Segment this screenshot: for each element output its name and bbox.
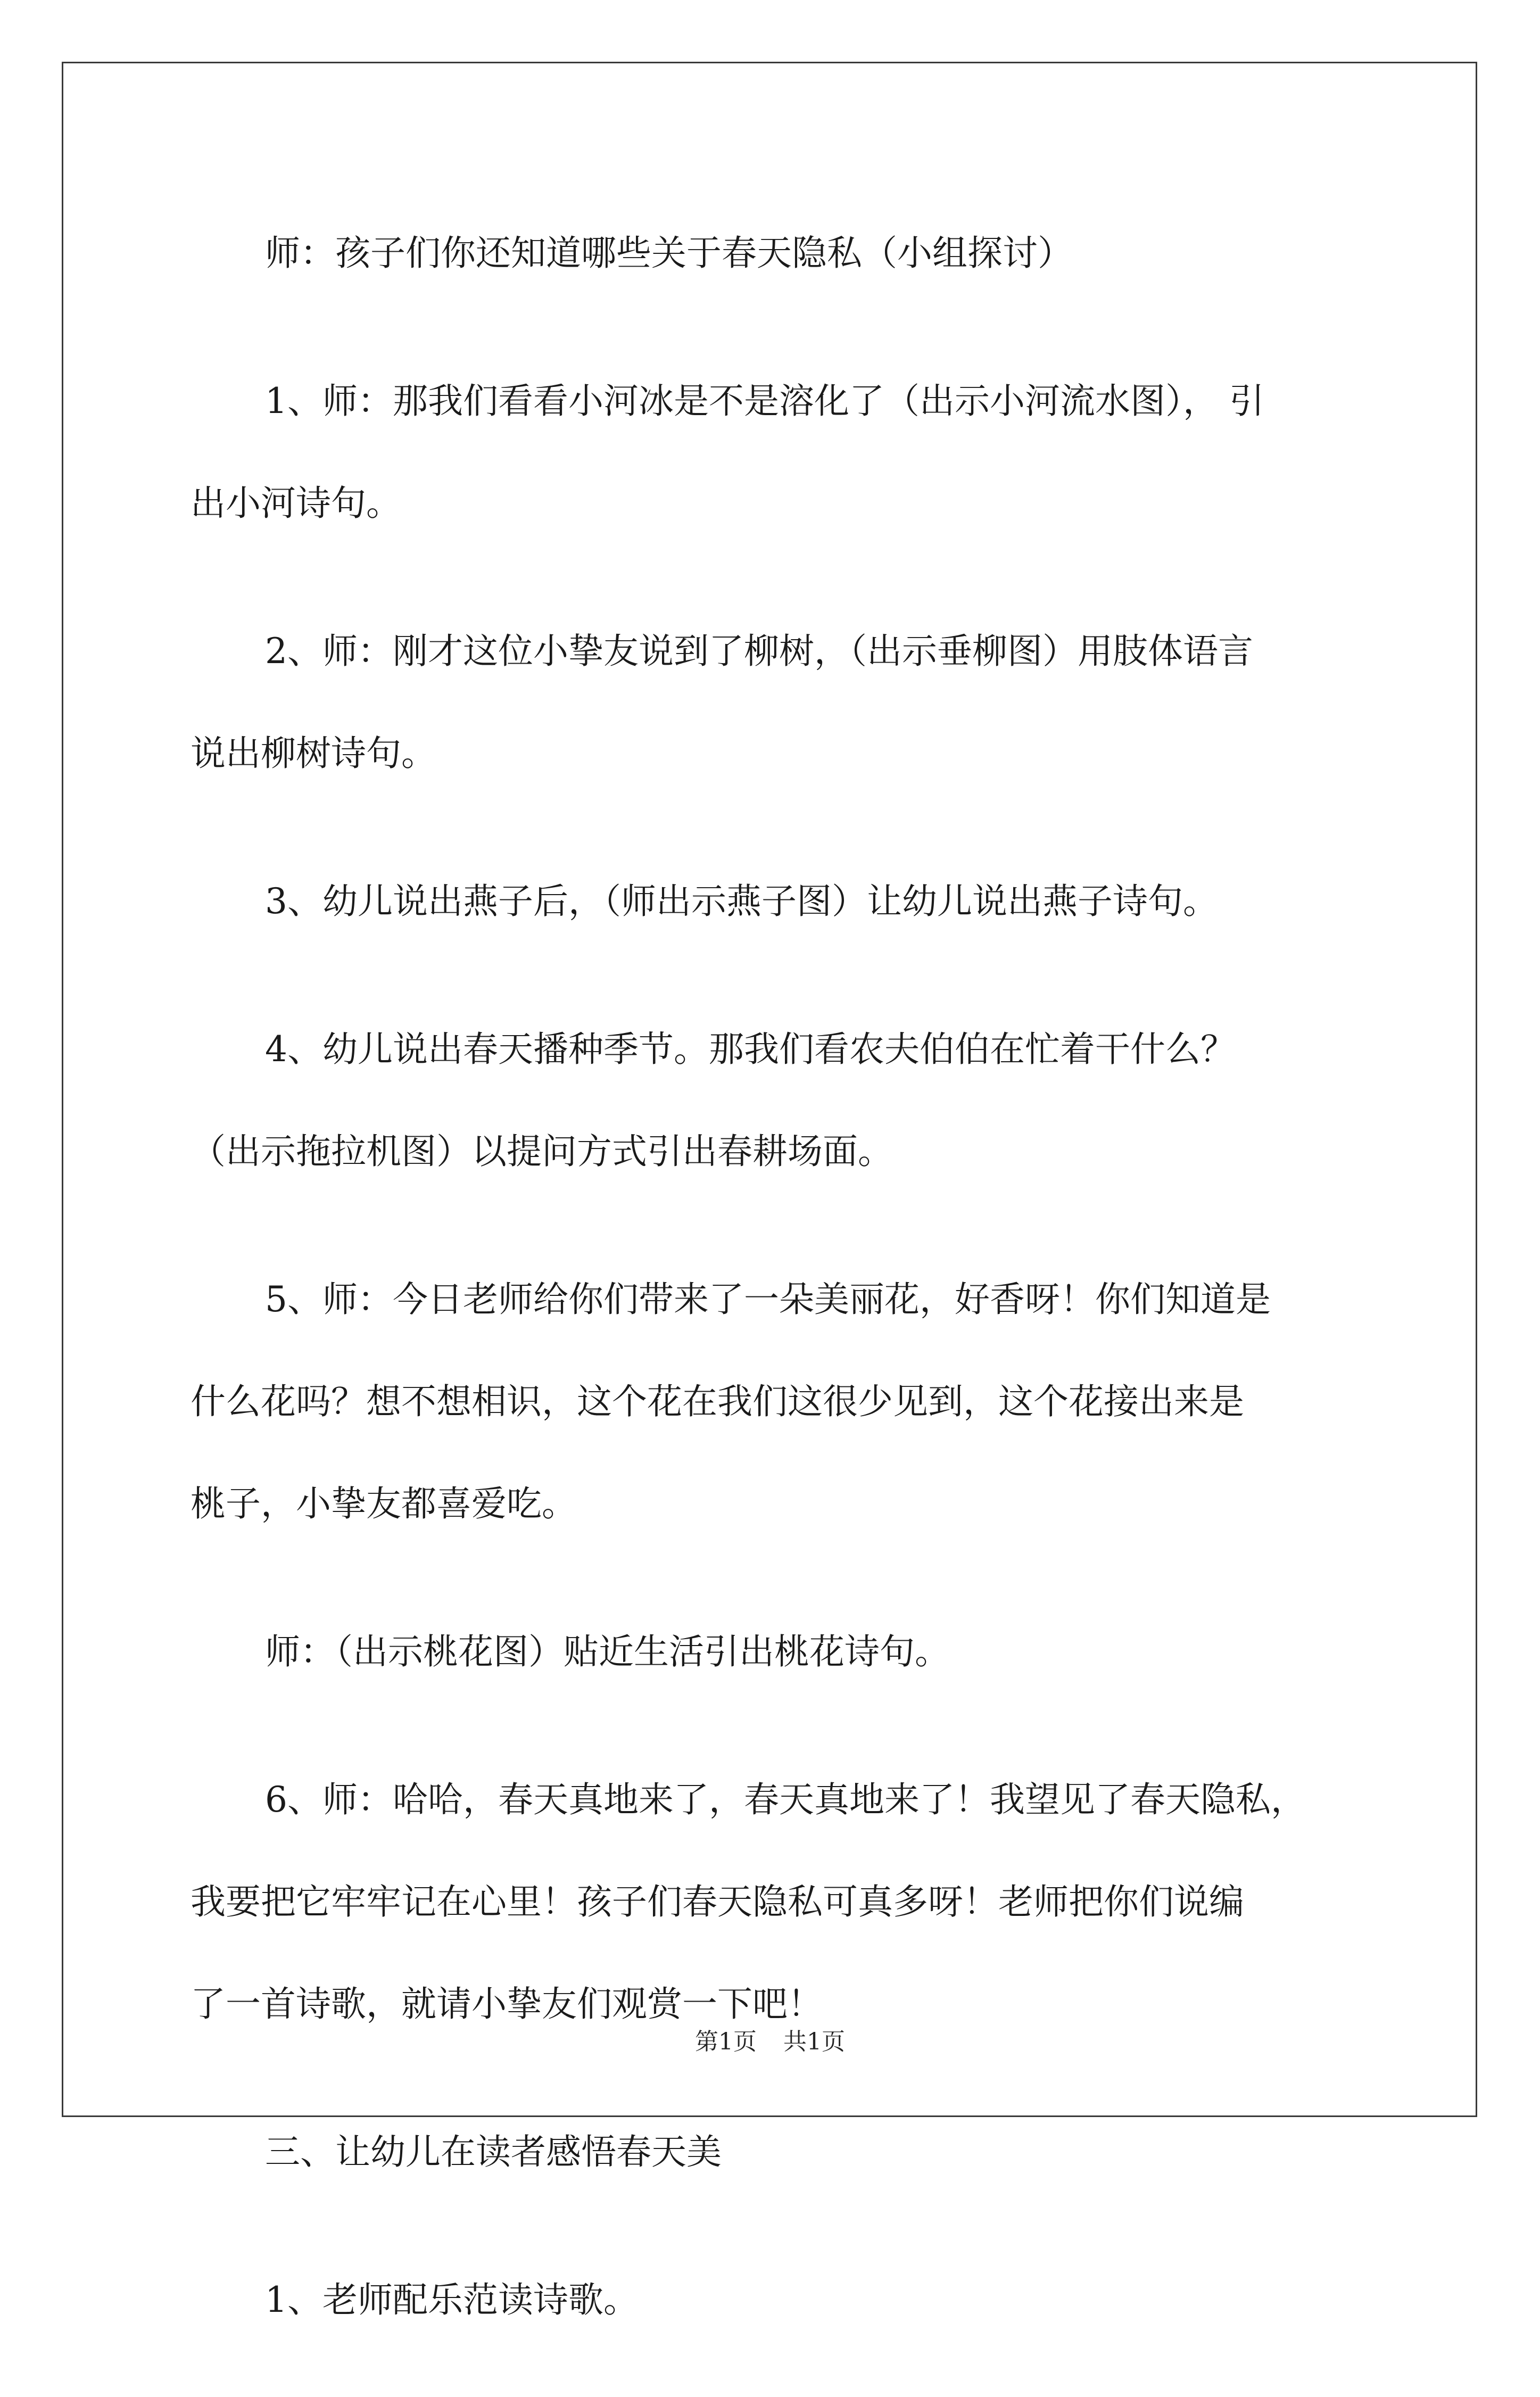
paragraph [191, 600, 1356, 805]
text-line: 我要把它牢牢记在心里！孩子们春天隐私可真多呀！老师把你们说编 [191, 1881, 1244, 1922]
paragraph [191, 350, 1356, 555]
paragraph [191, 2101, 1356, 2203]
text-line: 4、幼儿说出春天播种季节。那我们看农夫伯伯在忙着干什么？ [265, 1029, 1236, 1070]
paragraph [191, 998, 1356, 1203]
page-footer [0, 2022, 1540, 2056]
document-body [191, 202, 1356, 2397]
text-line: 师：孩子们你还知道哪些关于春天隐私（小组探讨） [265, 233, 1073, 274]
text-line: 2、师：刚才这位小挚友说到了柳树，（出示垂柳图）用肢体语言 [265, 631, 1253, 672]
text-line: 6、师：哈哈，春天真地来了，春天真地来了！我望见了春天隐私， [265, 1779, 1306, 1820]
text-line: 1、师：那我们看看小河冰是不是溶化了（出示小河流水图）， 引 [265, 381, 1264, 421]
text-line: 师：（出示桃花图）贴近生活引出桃花诗句。 [265, 1631, 950, 1672]
text-line: 说出柳树诗句。 [191, 733, 436, 774]
paragraph [191, 1249, 1356, 1555]
page-number: 第1页 [695, 2028, 757, 2055]
text-line: 桃子，小挚友都喜爱吃。 [191, 1483, 577, 1524]
text-line: 出小河诗句。 [191, 483, 401, 524]
text-line: 什么花吗？想不想相识，这个花在我们这很少见到，这个花接出来是 [191, 1381, 1244, 1422]
text-line: 1、老师配乐范读诗歌。 [265, 2279, 639, 2320]
paragraph [191, 1601, 1356, 1703]
paragraph [191, 850, 1356, 953]
text-line: 了一首诗歌，就请小挚友们观赏一下吧！ [191, 1983, 823, 2024]
text-line: （出示拖拉机图）以提问方式引出春耕场面。 [191, 1131, 893, 1172]
paragraph [191, 202, 1356, 304]
text-line: 5、师：今日老师给你们带来了一朵美丽花，好香呀！你们知道是 [265, 1279, 1271, 1320]
page-total: 共1页 [783, 2028, 845, 2055]
text-line: 三、让幼儿在读者感悟春天美 [265, 2131, 722, 2172]
text-line: 3、幼儿说出燕子后，（师出示燕子图）让幼儿说出燕子诗句。 [265, 881, 1218, 922]
paragraph [191, 2249, 1356, 2351]
paragraph [191, 1749, 1356, 2055]
